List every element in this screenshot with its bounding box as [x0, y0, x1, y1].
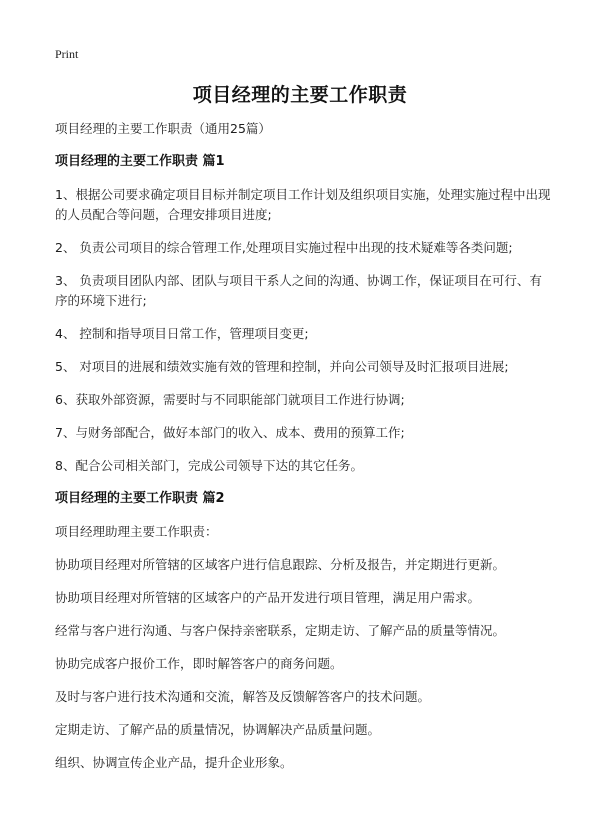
list-item: 2、 负责公司项目的综合管理工作,处理项目实施过程中出现的技术疑难等各类问题; — [55, 240, 513, 255]
document-title: 项目经理的主要工作职责 — [192, 84, 408, 106]
document-body — [55, 119, 553, 786]
list-item: 定期走访、了解产品的质量情况，协调解决产品质量问题。 — [55, 722, 381, 737]
section2-intro: 项目经理助理主要工作职责： — [55, 524, 218, 539]
section2-heading: 项目经理的主要工作职责 篇2 — [55, 491, 225, 506]
list-item: 5、 对项目的进展和绩效实施有效的管理和控制，并向公司领导及时汇报项目进展; — [55, 359, 509, 374]
section1-heading: 项目经理的主要工作职责 篇1 — [55, 154, 225, 169]
list-item: 及时与客户进行技术沟通和交流，解答及反馈解答客户的技术问题。 — [55, 689, 431, 704]
list-item: 1、根据公司要求确定项目目标并制定项目工作计划及组织项目实施，处理实施过程中出现的人员配合等问题，合理安排项目进度; — [55, 187, 551, 222]
list-item: 经常与客户进行沟通、与客户保持亲密联系，定期走访、了解产品的质量等情况。 — [55, 623, 506, 638]
list-item: 协助完成客户报价工作，即时解答客户的商务问题。 — [55, 656, 343, 671]
list-item: 8、配合公司相关部门，完成公司领导下达的其它任务。 — [55, 458, 363, 473]
document-subtitle: 项目经理的主要工作职责（通用25篇） — [55, 121, 271, 136]
print-label: Print — [55, 47, 79, 61]
list-item: 7、与财务部配合，做好本部门的收入、成本、费用的预算工作; — [55, 425, 405, 440]
list-item: 组织、协调宣传企业产品，提升企业形象。 — [55, 755, 293, 770]
list-item: 6、获取外部资源，需要时与不同职能部门就项目工作进行协调; — [55, 392, 405, 407]
list-item: 协助项目经理对所管辖的区域客户的产品开发进行项目管理，满足用户需求。 — [55, 590, 481, 605]
list-item: 协助项目经理对所管辖的区域客户进行信息跟踪、分析及报告，并定期进行更新。 — [55, 557, 506, 572]
list-item: 4、 控制和指导项目日常工作，管理项目变更; — [55, 326, 309, 341]
list-item: 3、 负责项目团队内部、团队与项目干系人之间的沟通、协调工作，保证项目在可行、有序的环境下进行; — [55, 273, 542, 308]
